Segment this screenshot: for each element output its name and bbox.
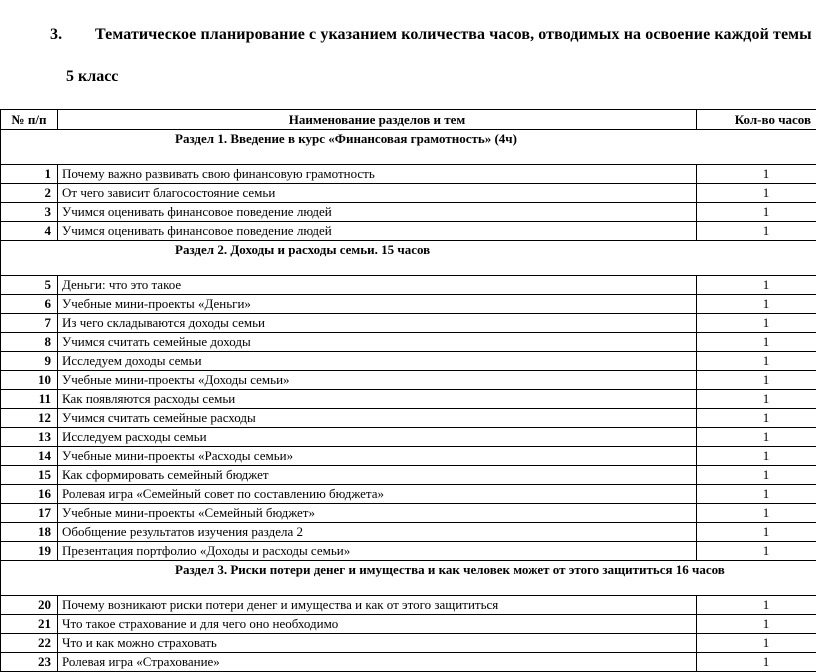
row-hours: 1 [697, 596, 816, 615]
row-number: 18 [1, 523, 58, 542]
row-number: 15 [1, 466, 58, 485]
row-topic: Исследуем доходы семьи [58, 352, 697, 371]
row-hours: 1 [697, 542, 816, 561]
row-topic: Как появляются расходы семьи [58, 390, 697, 409]
section-row [1, 130, 816, 165]
table-row [1, 352, 816, 371]
section-row [1, 561, 816, 596]
row-hours: 1 [697, 295, 816, 314]
grade-label: 5 класс [66, 68, 118, 86]
row-number: 13 [1, 428, 58, 447]
row-hours: 1 [697, 276, 816, 295]
table-row [1, 276, 816, 295]
row-number: 19 [1, 542, 58, 561]
row-number: 23 [1, 653, 58, 672]
section-title: Раздел 1. Введение в курс «Финансовая грамотность» (4ч) [5, 130, 815, 147]
table-row [1, 466, 816, 485]
table-row [1, 295, 816, 314]
row-topic: Исследуем расходы семьи [58, 428, 697, 447]
row-number: 12 [1, 409, 58, 428]
row-topic: Ролевая игра «Семейный совет по составлению бюджета» [58, 485, 697, 504]
table-row [1, 523, 816, 542]
col-number-header: № п/п [1, 110, 58, 130]
table-row [1, 634, 816, 653]
thematic-plan-table [0, 109, 816, 672]
row-number: 22 [1, 634, 58, 653]
table-body [1, 130, 816, 672]
row-number: 21 [1, 615, 58, 634]
row-hours: 1 [697, 615, 816, 634]
row-number: 5 [1, 276, 58, 295]
row-hours: 1 [697, 333, 816, 352]
row-topic: Обобщение результатов изучения раздела 2 [58, 523, 697, 542]
heading-text: Тематическое планирование с указанием количества часов, отводимых на освоение каждой темы [95, 26, 812, 43]
table-row [1, 203, 816, 222]
section-title-cell [1, 241, 816, 276]
row-hours: 1 [697, 523, 816, 542]
table-row [1, 184, 816, 203]
row-number: 7 [1, 314, 58, 333]
col-topic-header: Наименование разделов и тем [58, 110, 697, 130]
table-row [1, 504, 816, 523]
row-number: 11 [1, 390, 58, 409]
row-number: 3 [1, 203, 58, 222]
table-row [1, 485, 816, 504]
row-topic: От чего зависит благосостояние семьи [58, 184, 697, 203]
row-number: 9 [1, 352, 58, 371]
table-row [1, 390, 816, 409]
row-topic: Учебные мини-проекты «Семейный бюджет» [58, 504, 697, 523]
row-topic: Учимся оценивать финансовое поведение людей [58, 222, 697, 241]
row-number: 16 [1, 485, 58, 504]
table-header-row [1, 110, 816, 130]
row-topic: Деньги: что это такое [58, 276, 697, 295]
row-hours: 1 [697, 504, 816, 523]
row-topic: Учебные мини-проекты «Расходы семьи» [58, 447, 697, 466]
row-number: 20 [1, 596, 58, 615]
row-hours: 1 [697, 222, 816, 241]
row-hours: 1 [697, 390, 816, 409]
row-hours: 1 [697, 466, 816, 485]
section-title-cell [1, 130, 816, 165]
row-topic: Как сформировать семейный бюджет [58, 466, 697, 485]
table-row [1, 222, 816, 241]
table-row [1, 447, 816, 466]
row-hours: 1 [697, 447, 816, 466]
row-hours: 1 [697, 203, 816, 222]
section-title: Раздел 2. Доходы и расходы семьи. 15 часов [5, 241, 815, 258]
table-row [1, 333, 816, 352]
row-topic: Почему возникают риски потери денег и имущества и как от этого защититься [58, 596, 697, 615]
row-topic: Презентация портфолио «Доходы и расходы семьи» [58, 542, 697, 561]
col-hours-header: Кол-во часов [697, 110, 816, 130]
row-hours: 1 [697, 409, 816, 428]
row-topic: Учимся считать семейные доходы [58, 333, 697, 352]
section-row [1, 241, 816, 276]
section-title-cell [1, 561, 816, 596]
table-row [1, 615, 816, 634]
table-row [1, 653, 816, 672]
row-topic: Ролевая игра «Страхование» [58, 653, 697, 672]
row-hours: 1 [697, 371, 816, 390]
heading-number: 3. [50, 26, 95, 44]
row-topic: Почему важно развивать свою финансовую грамотность [58, 165, 697, 184]
row-number: 10 [1, 371, 58, 390]
row-topic: Учебные мини-проекты «Деньги» [58, 295, 697, 314]
table-row [1, 165, 816, 184]
row-hours: 1 [697, 634, 816, 653]
row-topic: Что такое страхование и для чего оно необходимо [58, 615, 697, 634]
section-title: Раздел 3. Риски потери денег и имущества и как человек может от этого защититься 16 часов [5, 561, 815, 578]
row-number: 2 [1, 184, 58, 203]
row-hours: 1 [697, 653, 816, 672]
row-hours: 1 [697, 352, 816, 371]
table-row [1, 428, 816, 447]
row-number: 17 [1, 504, 58, 523]
row-topic: Учимся считать семейные расходы [58, 409, 697, 428]
row-number: 8 [1, 333, 58, 352]
row-topic: Что и как можно страховать [58, 634, 697, 653]
row-topic: Учебные мини-проекты «Доходы семьи» [58, 371, 697, 390]
row-hours: 1 [697, 165, 816, 184]
row-number: 1 [1, 165, 58, 184]
row-hours: 1 [697, 428, 816, 447]
row-hours: 1 [697, 184, 816, 203]
table-row [1, 542, 816, 561]
row-number: 4 [1, 222, 58, 241]
table-row [1, 409, 816, 428]
table-row [1, 371, 816, 390]
row-number: 6 [1, 295, 58, 314]
row-hours: 1 [697, 314, 816, 333]
section-heading [50, 26, 812, 44]
table-row [1, 314, 816, 333]
row-hours: 1 [697, 485, 816, 504]
row-number: 14 [1, 447, 58, 466]
row-topic: Учимся оценивать финансовое поведение людей [58, 203, 697, 222]
row-topic: Из чего складываются доходы семьи [58, 314, 697, 333]
table-row [1, 596, 816, 615]
